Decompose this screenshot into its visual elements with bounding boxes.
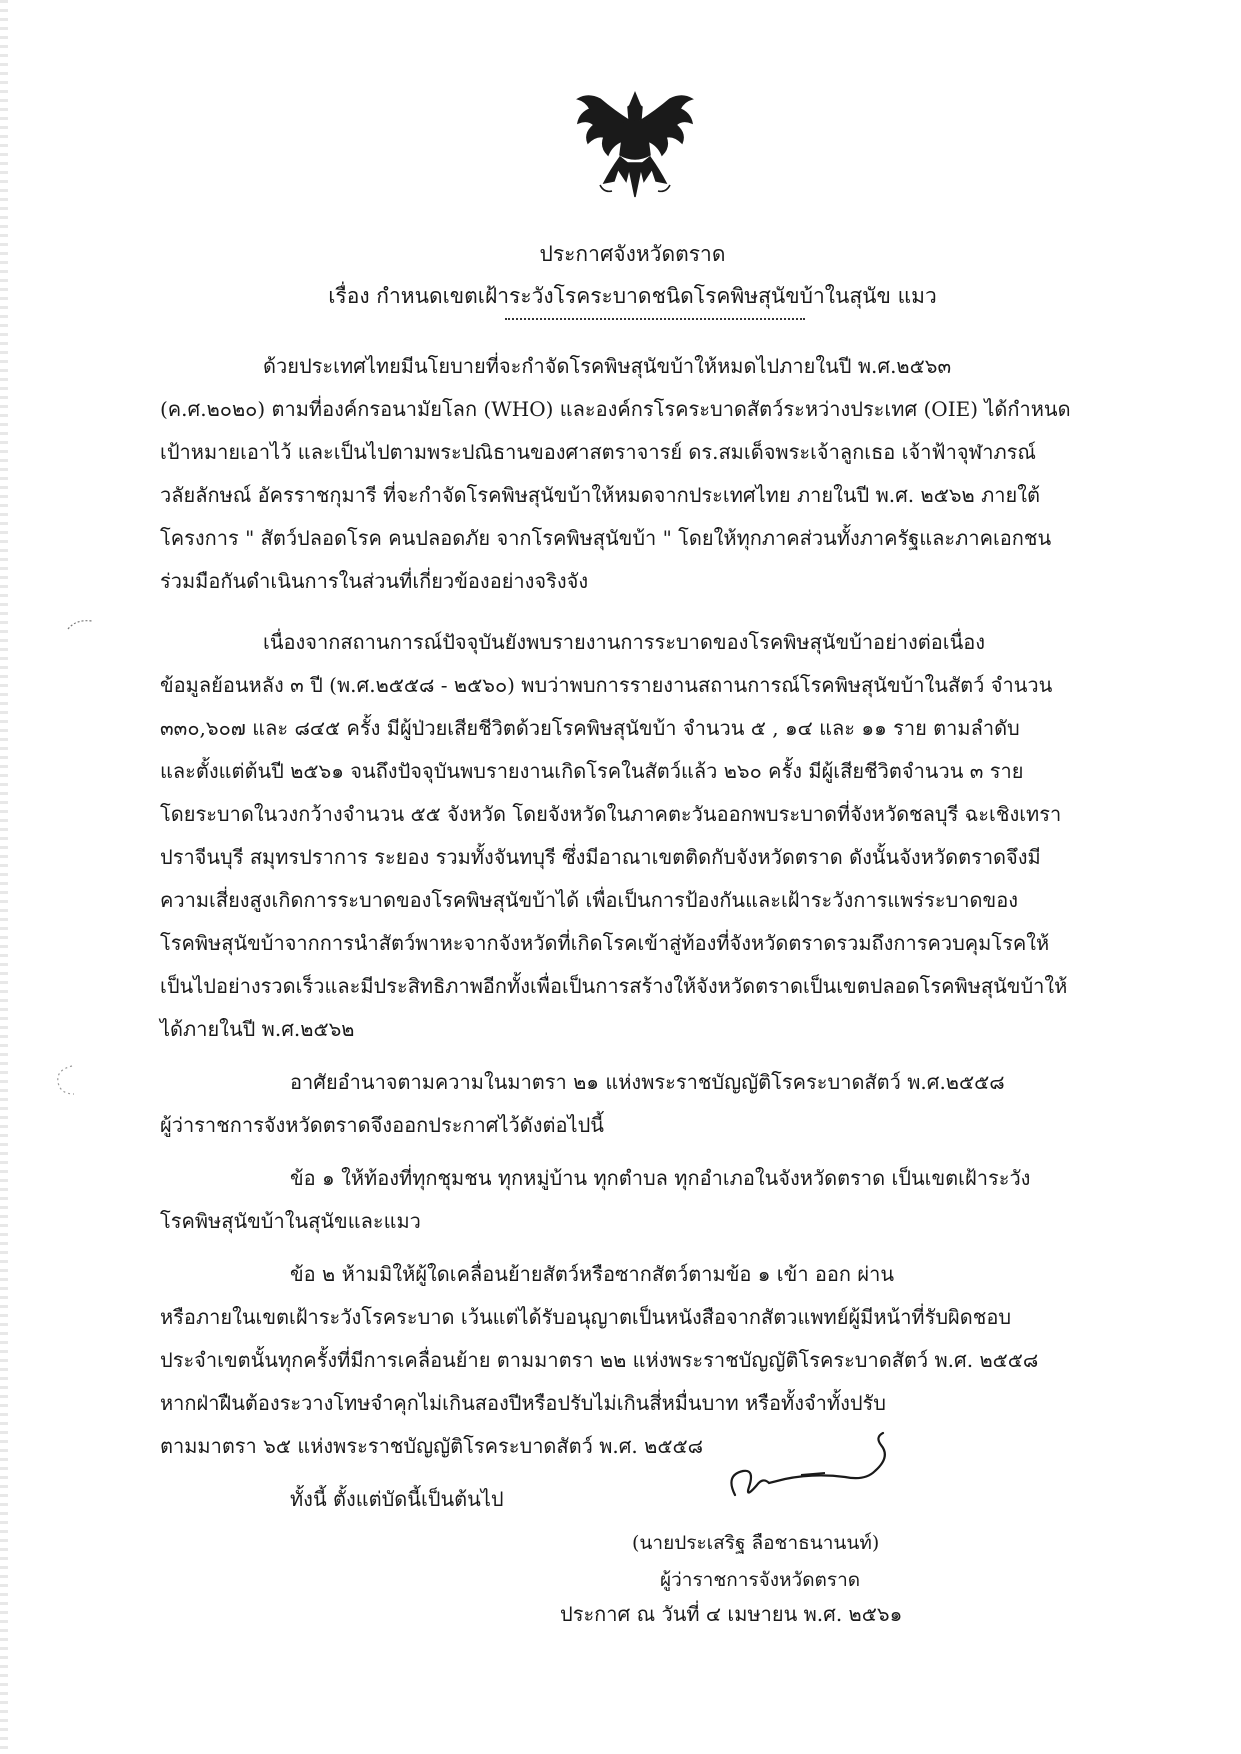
body-line: โครงการ " สัตว์ปลอดโรค คนปลอดภัย จากโรคพิษสุนัขบ้า " โดยให้ทุกภาคส่วนทั้งภาครัฐและภาคเอกชน <box>160 526 1052 550</box>
header-divider <box>505 318 805 320</box>
signature-icon <box>705 1425 915 1510</box>
clause-1: ข้อ ๑ ให้ท้องที่ทุกชุมชน ทุกหมู่บ้าน ทุกตำบล ทุกอำเภอในจังหวัดตราด เป็นเขตเฝ้าระวัง <box>290 1166 1031 1190</box>
scan-mark <box>52 1062 78 1098</box>
subject-line: เรื่อง กำหนดเขตเฝ้าระวังโรคระบาดชนิดโรคพิษสุนัขบ้าในสุนัข แมว <box>328 284 937 308</box>
garuda-emblem-icon <box>570 85 700 205</box>
body-line: หรือภายในเขตเฝ้าระวังโรคระบาด เว้นแต่ได้รับอนุญาตเป็นหนังสือจากสัตวแพทย์ผู้มีหน้าที่รับผิดชอบ <box>160 1305 1012 1329</box>
body-line: ปราจีนบุรี สมุทรปราการ ระยอง รวมทั้งจันทบุรี ซึ่งมีอาณาเขตติดกับจังหวัดตราด ดังนั้นจังหวัดตราดจึงมี <box>160 845 1041 869</box>
body-line: เป้าหมายเอาไว้ และเป็นไปตามพระปณิธานของศาสตราจารย์ ดร.สมเด็จพระเจ้าลูกเธอ เจ้าฟ้าจุฬาภรณ์ <box>160 440 1036 464</box>
body-line: ๓๓๐,๖๐๗ และ ๘๔๕ ครั้ง มีผู้ป่วยเสียชีวิตด้วยโรคพิษสุนัขบ้า จำนวน ๕ , ๑๔ และ ๑๑ ราย ตามลำดับ <box>160 716 1020 740</box>
signature-date: ประกาศ ณ วันที่ ๔ เมษายน พ.ศ. ๒๕๖๑ <box>560 1602 903 1626</box>
body-line: ร่วมมือกันดำเนินการในส่วนที่เกี่ยวข้องอย่างจริงจัง <box>160 569 589 593</box>
body-line: (ค.ศ.๒๐๒๐) ตามที่องค์กรอนามัยโลก (WHO) และองค์กรโรคระบาดสัตว์ระหว่างประเทศ (OIE) ได้กำหนด <box>160 397 1071 421</box>
scan-edge <box>0 0 8 1754</box>
body-line: โรคพิษสุนัขบ้าในสุนัขและแมว <box>160 1209 421 1233</box>
body-line: โดยระบาดในวงกว้างจำนวน ๕๕ จังหวัด โดยจังหวัดในภาคตะวันออกพบระบาดที่จังหวัดชลบุรี ฉะเชิงเทรา <box>160 802 1062 826</box>
body-line: ตามมาตรา ๖๕ แห่งพระราชบัญญัติโรคระบาดสัตว์ พ.ศ. ๒๕๕๘ <box>160 1434 704 1458</box>
body-line: ข้อมูลย้อนหลัง ๓ ปี (พ.ศ.๒๕๕๘ - ๒๕๖๐) พบว่าพบการรายงานสถานการณ์โรคพิษสุนัขบ้าในสัตว์ จำนวน <box>160 673 1053 697</box>
body-line: หากฝ่าฝืนต้องระวางโทษจำคุกไม่เกินสองปีหรือปรับไม่เกินสี่หมื่นบาท หรือทั้งจำทั้งปรับ <box>160 1391 886 1415</box>
body-line: ประจำเขตนั้นทุกครั้งที่มีการเคลื่อนย้าย ตามมาตรา ๒๒ แห่งพระราชบัญญัติโรคระบาดสัตว์ พ.ศ. ๒๕๕๘ <box>160 1348 1039 1372</box>
body-line: วลัยลักษณ์ อัครราชกุมารี ที่จะกำจัดโรคพิษสุนัขบ้าให้หมดจากประเทศไทย ภายในปี พ.ศ. ๒๕๖๒ ภายใต้ <box>160 483 1040 507</box>
clause-2: ข้อ ๒ ห้ามมิให้ผู้ใดเคลื่อนย้ายสัตว์หรือซากสัตว์ตามข้อ ๑ เข้า ออก ผ่าน <box>290 1262 895 1286</box>
body-line: ผู้ว่าราชการจังหวัดตราดจึงออกประกาศไว้ดังต่อไปนี้ <box>160 1113 604 1137</box>
body-line: ด้วยประเทศไทยมีนโยบายที่จะกำจัดโรคพิษสุนัขบ้าให้หมดไปภายในปี พ.ศ.๒๕๖๓ <box>263 354 952 378</box>
closing-line: ทั้งนี้ ตั้งแต่บัดนี้เป็นต้นไป <box>290 1487 504 1511</box>
body-line: โรคพิษสุนัขบ้าจากการนำสัตว์พาหะจากจังหวัดที่เกิดโรคเข้าสู่ท้องที่จังหวัดตราดรวมถึงการควบคุมโรคให้ <box>160 931 1050 955</box>
scan-mark <box>66 615 94 633</box>
signer-title: ผู้ว่าราชการจังหวัดตราด <box>660 1569 861 1591</box>
body-line: ความเสี่ยงสูงเกิดการระบาดของโรคพิษสุนัขบ้าได้ เพื่อเป็นการป้องกันและเฝ้าระวังการแพร่ระบาดของ <box>160 888 1018 912</box>
body-line: เป็นไปอย่างรวดเร็วและมีประสิทธิภาพอีกทั้งเพื่อเป็นการสร้างให้จังหวัดตราดเป็นเขตปลอดโรคพิษสุนัขบ้าให้ <box>160 974 1068 998</box>
body-line: อาศัยอำนาจตามความในมาตรา ๒๑ แห่งพระราชบัญญัติโรคระบาดสัตว์ พ.ศ.๒๕๕๘ <box>290 1070 1005 1094</box>
signer-name: (นายประเสริฐ ลือชาธนานนท์) <box>632 1532 880 1554</box>
body-line: ได้ภายในปี พ.ศ.๒๕๖๒ <box>160 1017 355 1041</box>
body-line: เนื่องจากสถานการณ์ปัจจุบันยังพบรายงานการระบาดของโรคพิษสุนัขบ้าอย่างต่อเนื่อง <box>263 630 986 654</box>
body-line: และตั้งแต่ต้นปี ๒๕๖๑ จนถึงปัจจุบันพบรายงานเกิดโรคในสัตว์แล้ว ๒๖๐ ครั้ง มีผู้เสียชีวิตจำนวน ๓ ราย <box>160 759 1024 783</box>
page-title: ประกาศจังหวัดตราด <box>539 242 726 266</box>
